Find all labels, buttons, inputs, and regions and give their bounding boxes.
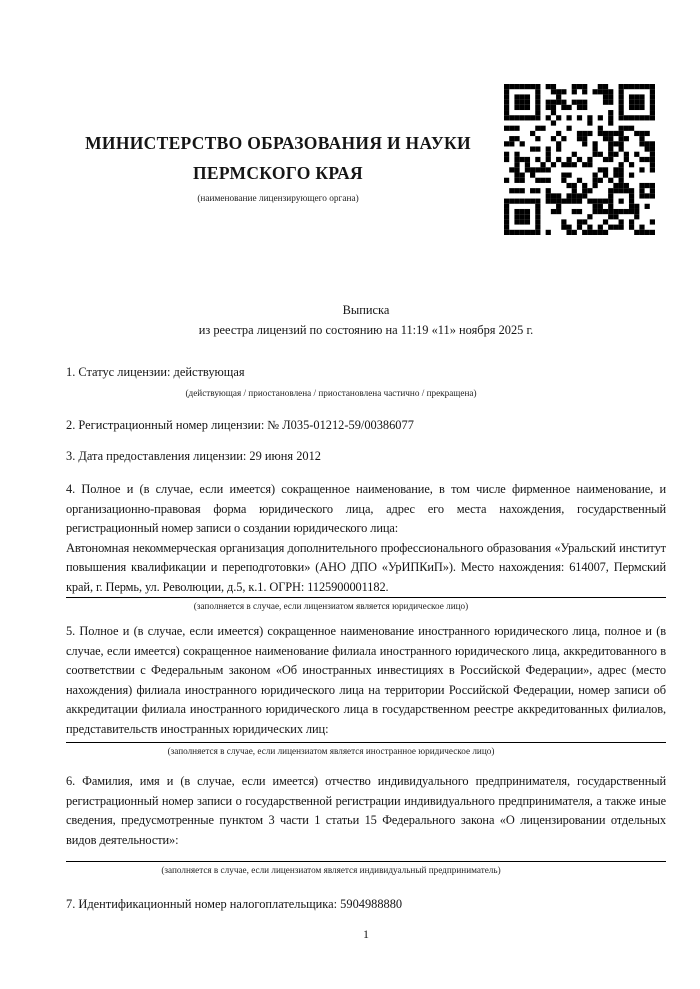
item-1-status-options-note: (действующая / приостановлена / приостановлена частично / прекращена): [185, 388, 477, 398]
item-6-fill-line: [66, 861, 666, 862]
item-5-note: (заполняется в случае, если лицензиатом является иностранное юридическое лицо): [167, 746, 495, 756]
item-3-grant-date: 3. Дата предоставления лицензии: 29 июня 2012: [66, 449, 322, 463]
item-5-fill-line: [66, 742, 666, 743]
ministry-name-line2: ПЕРМСКОГО КРАЯ: [193, 163, 363, 183]
item-7-taxpayer-id: 7. Идентификационный номер налогоплательщика: 5904988880: [66, 897, 403, 911]
item-1-license-status: 1. Статус лицензии: действующая: [66, 365, 245, 379]
item-6-entrepreneur-statement: 6. Фамилия, имя и (в случае, если имеется) отчество индивидуального предпринимателя, государственный регистрационный номер записи о государственной регистрации индивидуального предпринимателя, а также иные сведения, предусмотренные пунктом 3 части 1 статьи 15 Федерального закона «О лицензировании отдельных видов деятельности»:: [66, 774, 666, 847]
licensing-authority-header: [66, 128, 490, 206]
item-4-legal-entity-value: Автономная некоммерческая организация дополнительного профессионального образования «Уральский институт повышения квалификации и переподготовки» (АНО ДПО «УрИПКиП»). Место нахождения: 614007, Пермский край, г. Пермь, ул. Революции, д.5, к.1. ОГРН: 1125900001182.: [66, 540, 666, 594]
document-body: [66, 364, 666, 913]
item-2-registration-number: 2. Регистрационный номер лицензии: № Л035-01212-59/00386077: [66, 418, 414, 432]
item-5-foreign-entity-statement: 5. Полное и (в случае, если имеется) сокращенное наименование иностранного юридического лица, полное и (в случае, если имеется) сокращенное наименование филиала иностранного юридического лица, аккредитованного в соответствии с Федеральным законом «Об иностранных инвестициях в Российской Федерации», адрес (место нахождения) филиала иностранного юридического лица на территории Российской Федерации, номер записи об аккредитации филиала иностранного юридического лица в государственном реестре аккредитованных филиалов, представительств иностранных юридических лиц:: [66, 624, 666, 736]
item-4-note: (заполняется в случае, если лицензиатом является юридическое лицо): [193, 601, 469, 611]
item-6-note: (заполняется в случае, если лицензиатом является индивидуальный предприниматель): [161, 865, 501, 875]
page-number: 1: [363, 927, 369, 941]
document-title: Выписка: [342, 303, 390, 317]
item-4-legal-entity-statement: 4. Полное и (в случае, если имеется) сокращенное наименование, в том числе фирменное наименование, и организационно-правовая форма юридического лица, адрес его места нахождения, государственный регистрационный номер записи о создании юридического лица:: [66, 482, 666, 535]
document-title-block: [66, 300, 666, 340]
ministry-name-line1: МИНИСТЕРСТВО ОБРАЗОВАНИЯ И НАУКИ: [85, 133, 471, 153]
document-subtitle-date: из реестра лицензий по состоянию на 11:19 «11» ноября 2025 г.: [198, 323, 534, 337]
qr-code-icon: [504, 84, 655, 235]
licensing-authority-caption: (наименование лицензирующего органа): [197, 194, 359, 204]
item-4-fill-line: [66, 597, 666, 598]
